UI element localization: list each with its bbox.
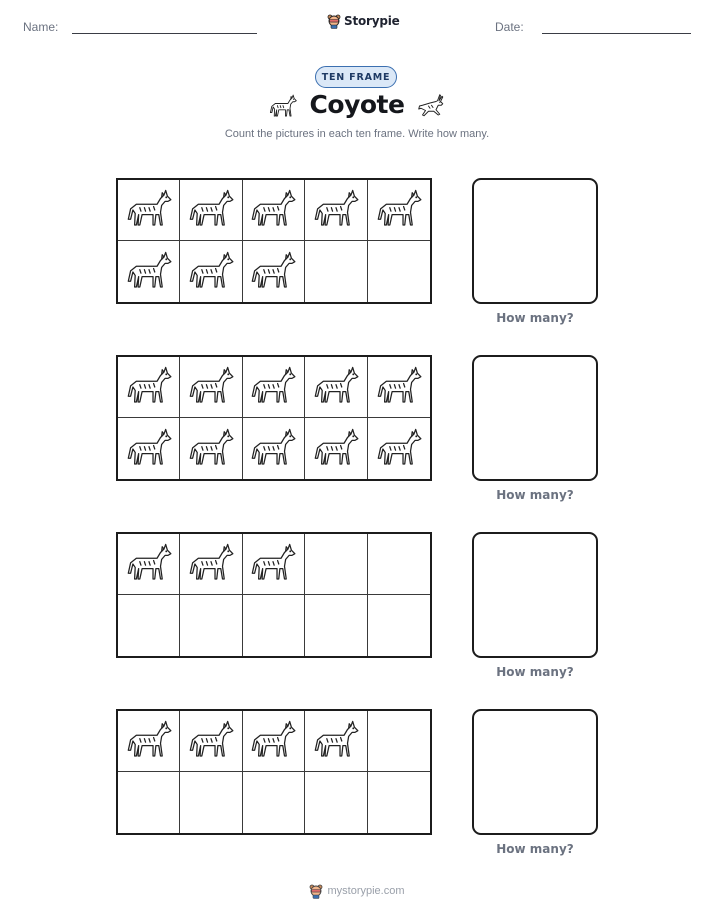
coyote-icon xyxy=(126,426,172,472)
coyote-icon xyxy=(126,541,172,587)
frame-cell xyxy=(368,772,430,833)
frame-cell xyxy=(180,418,242,479)
answer-box-4[interactable] xyxy=(472,709,598,835)
worksheet-type-badge: TEN FRAME xyxy=(315,66,397,88)
frame-cell xyxy=(368,595,430,656)
answer-box-2[interactable] xyxy=(472,355,598,481)
rabbit-icon xyxy=(415,93,445,119)
coyote-icon xyxy=(188,249,234,295)
frame-cell xyxy=(243,357,305,418)
coyote-icon xyxy=(188,718,234,764)
instructions: Count the pictures in each ten frame. Write how many. xyxy=(224,128,490,140)
frame-cell xyxy=(118,180,180,241)
frame-cell xyxy=(180,357,242,418)
storypie-logo-icon xyxy=(327,13,341,29)
name-line[interactable] xyxy=(72,33,257,34)
frame-cell xyxy=(368,534,430,595)
frame-cell xyxy=(305,711,367,772)
coyote-icon xyxy=(188,364,234,410)
frame-cell xyxy=(180,595,242,656)
footer-url: mystorypie.com xyxy=(327,885,405,897)
frame-cell xyxy=(180,241,242,302)
brand xyxy=(327,13,400,29)
coyote-icon xyxy=(250,718,296,764)
coyote-icon xyxy=(126,249,172,295)
ten-frame-1 xyxy=(116,178,432,304)
frame-cell xyxy=(243,241,305,302)
frame-cell xyxy=(305,180,367,241)
frame-cell xyxy=(368,241,430,302)
brand-name: Storypie xyxy=(344,14,400,28)
footer xyxy=(0,883,714,899)
ten-frame-2 xyxy=(116,355,432,481)
frame-cell xyxy=(305,241,367,302)
frame-cell xyxy=(368,357,430,418)
coyote-icon xyxy=(313,364,359,410)
frame-cell xyxy=(305,357,367,418)
coyote-icon xyxy=(188,187,234,233)
frame-cell xyxy=(243,534,305,595)
frame-cell xyxy=(118,241,180,302)
frame-cell xyxy=(180,772,242,833)
storypie-logo-icon xyxy=(309,883,323,899)
coyote-icon xyxy=(250,364,296,410)
coyote-icon xyxy=(250,249,296,295)
page-title: Coyote xyxy=(309,90,405,119)
coyote-icon xyxy=(126,718,172,764)
frame-cell xyxy=(118,534,180,595)
coyote-icon xyxy=(313,187,359,233)
frame-cell xyxy=(118,711,180,772)
coyote-icon xyxy=(126,364,172,410)
frame-cell xyxy=(118,772,180,833)
frame-cell xyxy=(305,418,367,479)
frame-cell xyxy=(180,180,242,241)
frame-cell xyxy=(305,595,367,656)
frame-cell xyxy=(180,711,242,772)
frame-cell xyxy=(118,357,180,418)
frame-cell xyxy=(243,711,305,772)
coyote-icon xyxy=(188,426,234,472)
coyote-icon xyxy=(188,541,234,587)
how-many-label-3: How many? xyxy=(496,665,574,679)
frame-cell xyxy=(180,534,242,595)
ten-frame-3 xyxy=(116,532,432,658)
coyote-icon xyxy=(250,426,296,472)
frame-cell xyxy=(368,711,430,772)
frame-cell xyxy=(243,418,305,479)
frame-cell xyxy=(118,595,180,656)
frame-cell xyxy=(118,418,180,479)
frame-cell xyxy=(243,180,305,241)
date-label: Date: xyxy=(495,20,524,34)
how-many-label-1: How many? xyxy=(496,311,574,325)
date-line[interactable] xyxy=(542,33,691,34)
frame-cell xyxy=(368,418,430,479)
how-many-label-2: How many? xyxy=(496,488,574,502)
answer-box-1[interactable] xyxy=(472,178,598,304)
coyote-icon xyxy=(313,426,359,472)
coyote-icon xyxy=(250,187,296,233)
frame-cell xyxy=(305,772,367,833)
coyote-icon xyxy=(267,93,299,121)
frame-cell xyxy=(368,180,430,241)
coyote-icon xyxy=(376,187,422,233)
ten-frame-4 xyxy=(116,709,432,835)
answer-box-3[interactable] xyxy=(472,532,598,658)
frame-cell xyxy=(243,772,305,833)
frame-cell xyxy=(305,534,367,595)
frame-cell xyxy=(243,595,305,656)
how-many-label-4: How many? xyxy=(496,842,574,856)
coyote-icon xyxy=(250,541,296,587)
coyote-icon xyxy=(376,364,422,410)
name-label: Name: xyxy=(23,20,59,34)
coyote-icon xyxy=(313,718,359,764)
coyote-icon xyxy=(376,426,422,472)
coyote-icon xyxy=(126,187,172,233)
